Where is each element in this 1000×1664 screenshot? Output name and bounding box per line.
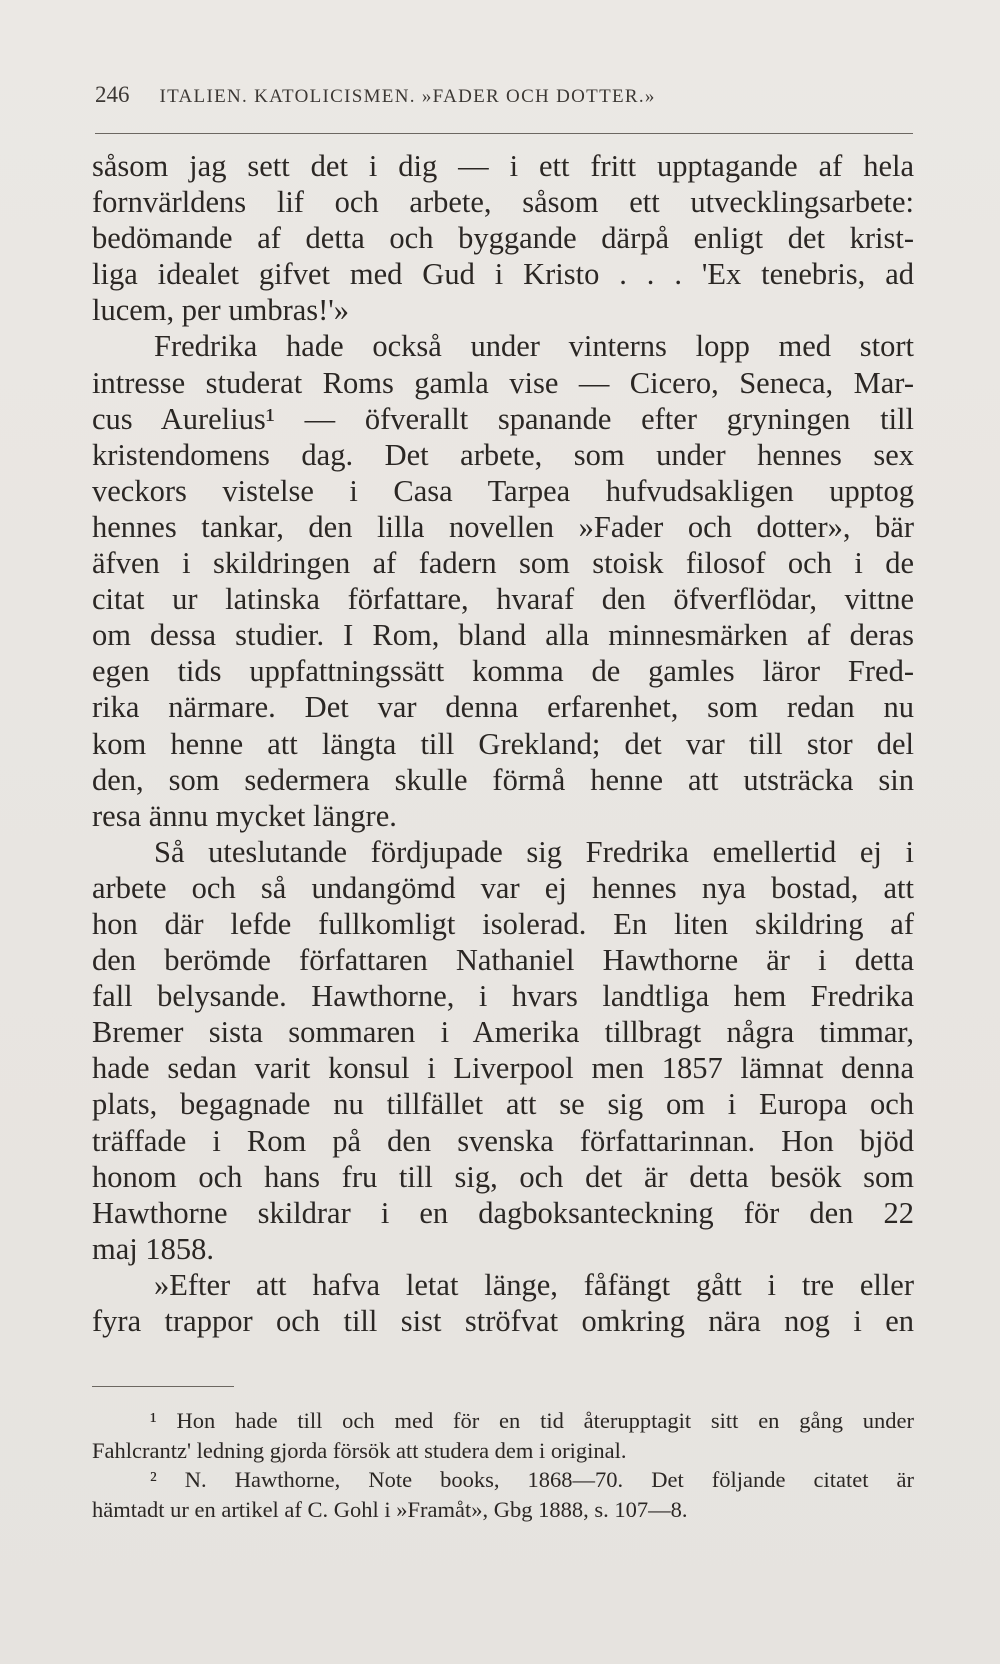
text-line: »Efter att hafva letat länge, fåfängt gått i tre eller [154, 1267, 914, 1302]
text-line: kom henne att längta till Grekland; det var till stor del [92, 726, 914, 761]
text-line: liga idealet gifvet med Gud i Kristo . . . 'Ex tenebris, ad [92, 257, 914, 292]
footnote-line: ¹ Hon hade till och med för en tid återupptagit sitt en gång under [150, 1408, 914, 1433]
text-line: resa ännu mycket längre. [92, 798, 397, 833]
text-line: fall belysande. Hawthorne, i hvars landtliga hem Fredrika [92, 979, 914, 1014]
footnote-line: Fahlcrantz' ledning gjorda försök att studera dem i original. [92, 1437, 627, 1463]
text-line: honom och hans fru till sig, och det är detta besök som [92, 1159, 914, 1194]
text-line: fyra trappor och till sist ströfvat omkring nära nog i en [92, 1304, 914, 1338]
footnotes [92, 1406, 914, 1524]
footnote-line: hämtadt ur en artikel af C. Gohl i »Framåt», Gbg 1888, s. 107—8. [92, 1496, 688, 1522]
text-line: plats, begagnade nu tillfället att se sig om i Europa och [92, 1087, 914, 1122]
text-line: citat ur latinska författare, hvaraf den öfverflödar, vittne [92, 582, 914, 617]
header-rule [95, 133, 913, 134]
text-line: Hawthorne skildrar i en dagboksanteckning för den 22 [92, 1195, 914, 1230]
text-line: lucem, per umbras!'» [92, 293, 350, 328]
running-header [95, 82, 915, 108]
text-line: Bremer sista sommaren i Amerika tillbragt några timmar, [92, 1015, 914, 1050]
text-line: bedömande af detta och byggande därpå enligt det krist- [92, 221, 914, 256]
text-line: träffade i Rom på den svenska författarinnan. Hon bjöd [92, 1123, 914, 1158]
text-line: rika närmare. Det var denna erfarenhet, som redan nu [92, 690, 914, 725]
footnote-line: ² N. Hawthorne, Note books, 1868—70. Det följande citatet är [150, 1467, 914, 1492]
text-line: hade sedan varit konsul i Liverpool men 1857 lämnat denna [92, 1051, 914, 1086]
text-line: fornvärldens lif och arbete, såsom ett utvecklingsarbete: [92, 185, 914, 220]
text-line: hennes tankar, den lilla novellen »Fader och dotter», bär [92, 509, 914, 544]
text-line: den berömde författaren Nathaniel Hawthorne är i detta [92, 943, 914, 978]
text-line: Fredrika hade också under vinterns lopp med stort [154, 329, 914, 364]
text-line: såsom jag sett det i dig — i ett fritt upptagande af hela [92, 149, 914, 183]
text-line: kristendomens dag. Det arbete, som under hennes sex [92, 437, 914, 472]
page-number: 246 [95, 82, 130, 107]
text-line: cus Aurelius¹ — öfverallt spanande efter gryningen till [92, 401, 914, 436]
text-line: hon där lefde fullkomligt isolerad. En liten skildring af [92, 906, 914, 941]
text-line: intresse studerat Roms gamla vise — Cicero, Seneca, Mar- [92, 365, 914, 400]
text-line: den, som sedermera skulle förmå henne att utsträcka sin [92, 762, 914, 797]
text-line: maj 1858. [92, 1231, 214, 1266]
text-line: arbete och så undangömd var ej hennes nya bostad, att [92, 870, 914, 905]
text-line: äfven i skildringen af fadern som stoisk filosof och i de [92, 546, 914, 581]
footnote-rule [92, 1386, 234, 1387]
text-line: Så uteslutande fördjupade sig Fredrika emellertid ej i [154, 834, 914, 869]
text-line: veckors vistelse i Casa Tarpea hufvudsakligen upptog [92, 473, 914, 508]
running-title: ITALIEN. KATOLICISMEN. »FADER OCH DOTTER.» [159, 86, 656, 107]
text-line: egen tids uppfattningssätt komma de gamles läror Fred- [92, 654, 914, 689]
body-text [92, 148, 914, 1339]
text-line: om dessa studier. I Rom, bland alla minnesmärken af deras [92, 618, 914, 653]
